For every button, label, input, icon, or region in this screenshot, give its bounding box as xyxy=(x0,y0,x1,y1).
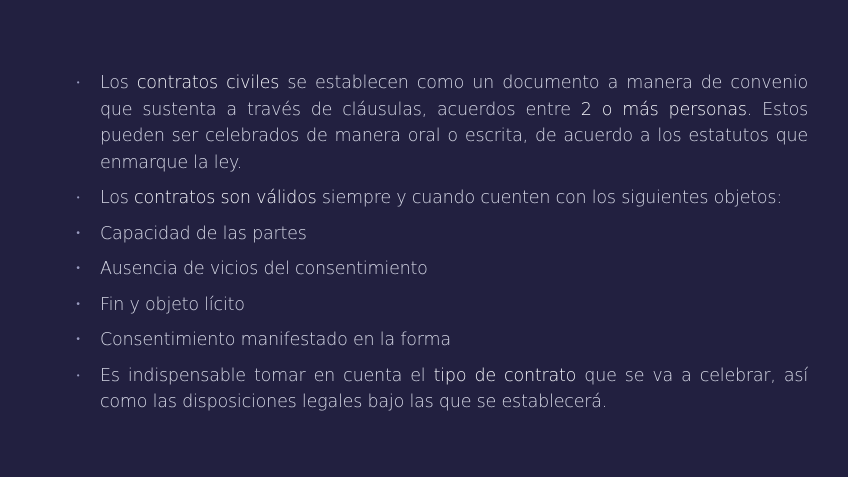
text-segment: Capacidad de las partes xyxy=(100,223,307,244)
text-segment: siempre y cuando cuenten con los siguientes objetos: xyxy=(316,188,783,208)
bullet-text xyxy=(100,366,808,413)
bullet-text xyxy=(100,188,782,208)
text-segment: Fin y objeto lícito xyxy=(100,294,245,315)
highlighted-text: 2 o más personas xyxy=(580,99,747,120)
bullet-dot-icon: • xyxy=(76,263,80,274)
bullet-item-contratos-validos xyxy=(72,185,808,212)
text-segment: Los xyxy=(100,188,135,208)
highlighted-text: contratos civiles xyxy=(136,73,280,93)
bullet-text xyxy=(100,259,428,279)
bullet-dot-icon: • xyxy=(76,334,80,345)
text-segment: se establecen como un documento a manera de convenio que sustenta a través de cláusulas, acuerdos entre xyxy=(100,73,809,120)
bullet-text xyxy=(100,295,245,315)
bullet-dot-icon: • xyxy=(76,227,80,239)
text-segment: que se va a celebrar, así como las disposiciones legales bajo las que se establecerá. xyxy=(100,365,809,412)
bullet-item-consentimiento xyxy=(72,327,808,354)
bullet-list xyxy=(72,70,808,425)
bullet-dot-icon: • xyxy=(76,78,80,87)
bullet-item-tipo-contrato xyxy=(72,363,808,416)
text-segment: Es indispensable tomar en cuenta el xyxy=(100,365,434,386)
highlighted-text: tipo de contrato xyxy=(433,365,577,386)
bullet-dot-icon: • xyxy=(76,298,80,310)
bullet-item-fin-objeto xyxy=(72,292,808,319)
text-segment: Los xyxy=(100,73,137,93)
text-segment: Consentimiento manifestado en la forma xyxy=(100,330,451,350)
bullet-item-contratos-civiles xyxy=(72,70,808,176)
bullet-item-ausencia-vicios xyxy=(72,256,808,283)
text-segment: . Estos pueden ser celebrados de manera oral o escrita, de acuerdo a los estatutos que enmarque la ley. xyxy=(100,99,808,173)
highlighted-text: contratos son válidos xyxy=(134,188,317,208)
bullet-item-capacidad xyxy=(72,221,808,248)
bullet-text xyxy=(100,330,451,350)
bullet-dot-icon: • xyxy=(76,193,80,202)
text-segment: Ausencia de vicios del consentimiento xyxy=(100,259,428,279)
bullet-text xyxy=(100,224,307,244)
bullet-dot-icon: • xyxy=(76,370,80,380)
bullet-text xyxy=(100,73,808,173)
